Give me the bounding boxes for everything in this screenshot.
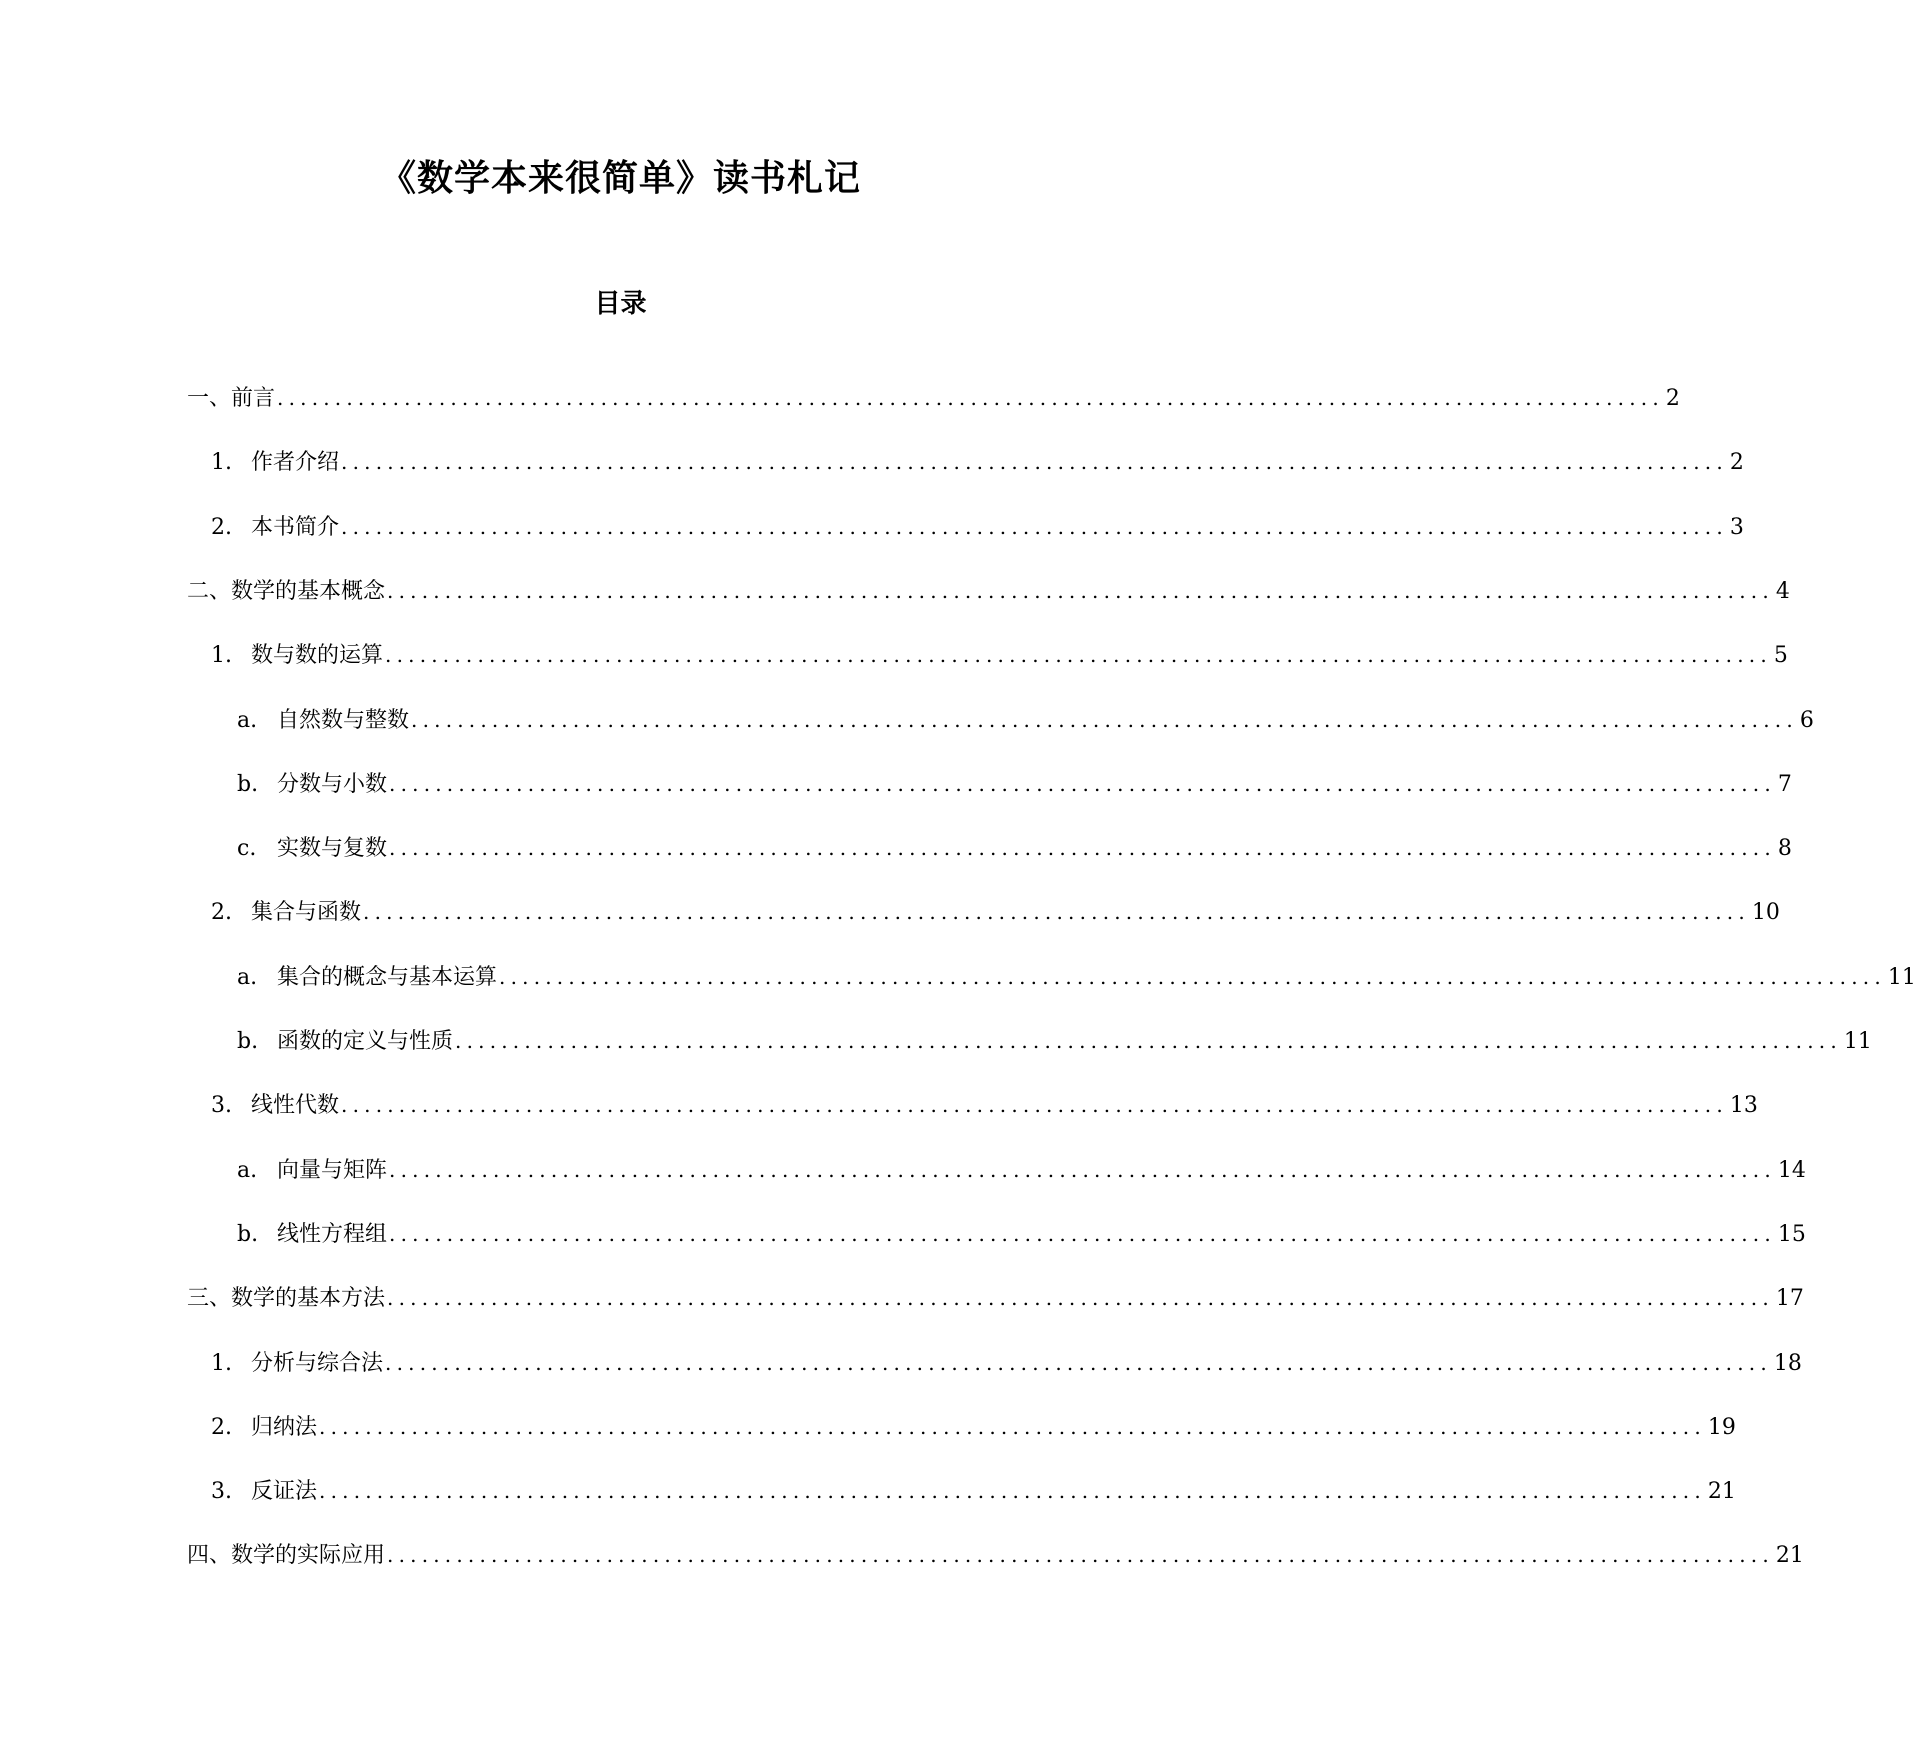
toc-entry[interactable] <box>187 1283 1804 1313</box>
toc-entry-page-number: 14 <box>1777 1157 1806 1183</box>
toc-dot-leader: ........................................................................................................................ <box>341 514 1728 539</box>
toc-entry[interactable] <box>237 1219 1806 1249</box>
toc-entry-page-number: 8 <box>1777 836 1792 862</box>
toc-dot-leader: ........................................................................................................................ <box>385 1350 1772 1375</box>
toc-entry-page-number: 15 <box>1777 1221 1806 1247</box>
toc-dot-leader: ........................................................................................................................ <box>387 1543 1774 1568</box>
toc-dot-leader: ........................................................................................................................ <box>387 578 1774 603</box>
toc-entry-title: 函数的定义与性质 <box>277 1029 454 1054</box>
toc-entry-title: 集合与函数 <box>251 900 362 926</box>
toc-entry[interactable] <box>211 897 1780 927</box>
toc-entry-title: 分析与综合法 <box>251 1350 384 1376</box>
toc-entry-page-number: 4 <box>1775 578 1790 604</box>
toc-entry-page-number: 18 <box>1773 1350 1802 1376</box>
toc-entry-title: 作者介绍 <box>251 450 340 476</box>
toc-entry-page-number: 17 <box>1775 1286 1804 1312</box>
toc-entry-title: 线性方程组 <box>277 1221 388 1247</box>
toc-dot-leader: ........................................................................................................................ <box>341 1093 1728 1118</box>
toc-entry-page-number: 3 <box>1729 514 1744 540</box>
toc-dot-leader: ........................................................................................................................ <box>341 450 1728 475</box>
toc-entry-title: 反证法 <box>251 1479 318 1505</box>
toc-entry-title: 集合的概念与基本运算 <box>277 964 498 990</box>
toc-entry-title: 归纳法 <box>251 1414 318 1440</box>
toc-entry[interactable] <box>237 1155 1806 1185</box>
toc-entry-page-number: 11 <box>1843 1029 1872 1054</box>
toc-entry-number: b. <box>237 771 259 797</box>
toc-dot-leader: ........................................................................................................................ <box>389 836 1776 861</box>
toc-entry-number: c. <box>237 836 257 862</box>
toc-entry-number: 1. <box>211 1350 232 1376</box>
toc-entry-title: 本书简介 <box>251 514 340 540</box>
toc-dot-leader: ........................................................................................................................ <box>277 386 1664 410</box>
toc-entry-number: 2. <box>211 1414 232 1440</box>
toc-entry-number: a. <box>237 707 258 733</box>
toc-dot-leader: ........................................................................................................................ <box>387 1286 1774 1311</box>
toc-entry[interactable] <box>211 447 1744 477</box>
toc-dot-leader: ........................................................................................................................ <box>319 1414 1706 1439</box>
toc-entry[interactable] <box>187 576 1790 606</box>
toc-entry-title: 实数与复数 <box>277 836 388 862</box>
toc-entry[interactable] <box>211 512 1744 542</box>
toc-entry-page-number: 5 <box>1773 643 1788 669</box>
toc-entry-title: 自然数与整数 <box>277 707 410 733</box>
toc-entry-page-number: 21 <box>1707 1479 1736 1505</box>
toc-entry[interactable] <box>211 640 1788 670</box>
toc-entry-page-number: 19 <box>1707 1414 1736 1440</box>
toc-entry-title: 三、数学的基本方法 <box>187 1286 386 1312</box>
toc-entry-page-number: 10 <box>1751 900 1780 926</box>
toc-entry-number: a. <box>237 964 258 990</box>
toc-dot-leader: ........................................................................................................................ <box>499 964 1886 989</box>
toc-entry[interactable] <box>211 1348 1802 1378</box>
toc-dot-leader: ........................................................................................................................ <box>389 1221 1776 1246</box>
toc-dot-leader: ........................................................................................................................ <box>455 1029 1842 1053</box>
toc-entry[interactable] <box>237 1026 1872 1056</box>
toc-entry[interactable] <box>187 1540 1804 1570</box>
toc-entry[interactable] <box>211 1412 1736 1442</box>
toc-dot-leader: ........................................................................................................................ <box>411 707 1798 732</box>
toc-entry-page-number: 2 <box>1665 386 1680 411</box>
toc-heading: 目录 <box>594 289 647 319</box>
toc-entry-title: 四、数学的实际应用 <box>187 1543 386 1569</box>
toc-entry-number: 3. <box>211 1093 232 1119</box>
document-title: 《数学本来很简单》读书札记 <box>379 157 861 199</box>
toc-entry[interactable] <box>187 383 1680 413</box>
toc-dot-leader: ........................................................................................................................ <box>319 1479 1706 1504</box>
toc-entry[interactable] <box>237 769 1792 799</box>
toc-entry-title: 二、数学的基本概念 <box>187 578 386 604</box>
toc-entry-number: 1. <box>211 643 232 669</box>
toc-entry[interactable] <box>211 1476 1736 1506</box>
toc-entry-page-number: 2 <box>1729 450 1744 476</box>
toc-dot-leader: ........................................................................................................................ <box>385 643 1772 668</box>
toc-entry-number: 2. <box>211 514 232 540</box>
toc-entry-title: 线性代数 <box>251 1093 340 1119</box>
toc-entry-number: 2. <box>211 900 232 926</box>
toc-entry-page-number: 13 <box>1729 1093 1758 1119</box>
toc-entry-number: a. <box>237 1157 258 1183</box>
toc-entry-page-number: 21 <box>1775 1543 1804 1569</box>
toc-entry-page-number: 6 <box>1799 707 1814 733</box>
toc-entry-number: 3. <box>211 1479 232 1505</box>
toc-entry-page-number: 11 <box>1887 964 1916 990</box>
toc-entry[interactable] <box>237 705 1814 735</box>
toc-entry-number: b. <box>237 1221 259 1247</box>
toc-entry-number: 1. <box>211 450 232 476</box>
toc-entry[interactable] <box>237 833 1792 863</box>
toc-dot-leader: ........................................................................................................................ <box>389 771 1776 796</box>
toc-dot-leader: ........................................................................................................................ <box>363 900 1750 925</box>
toc-entry-page-number: 7 <box>1777 771 1792 797</box>
toc-entry-title: 向量与矩阵 <box>277 1157 388 1183</box>
toc-entry-title: 分数与小数 <box>277 771 388 797</box>
toc-entry[interactable] <box>211 1090 1758 1120</box>
toc-entry-title: 数与数的运算 <box>251 643 384 669</box>
toc-entry-title: 一、前言 <box>187 386 276 411</box>
toc-entry-number: b. <box>237 1029 259 1054</box>
toc-entry[interactable] <box>237 962 1916 992</box>
toc-dot-leader: ........................................................................................................................ <box>389 1157 1776 1182</box>
